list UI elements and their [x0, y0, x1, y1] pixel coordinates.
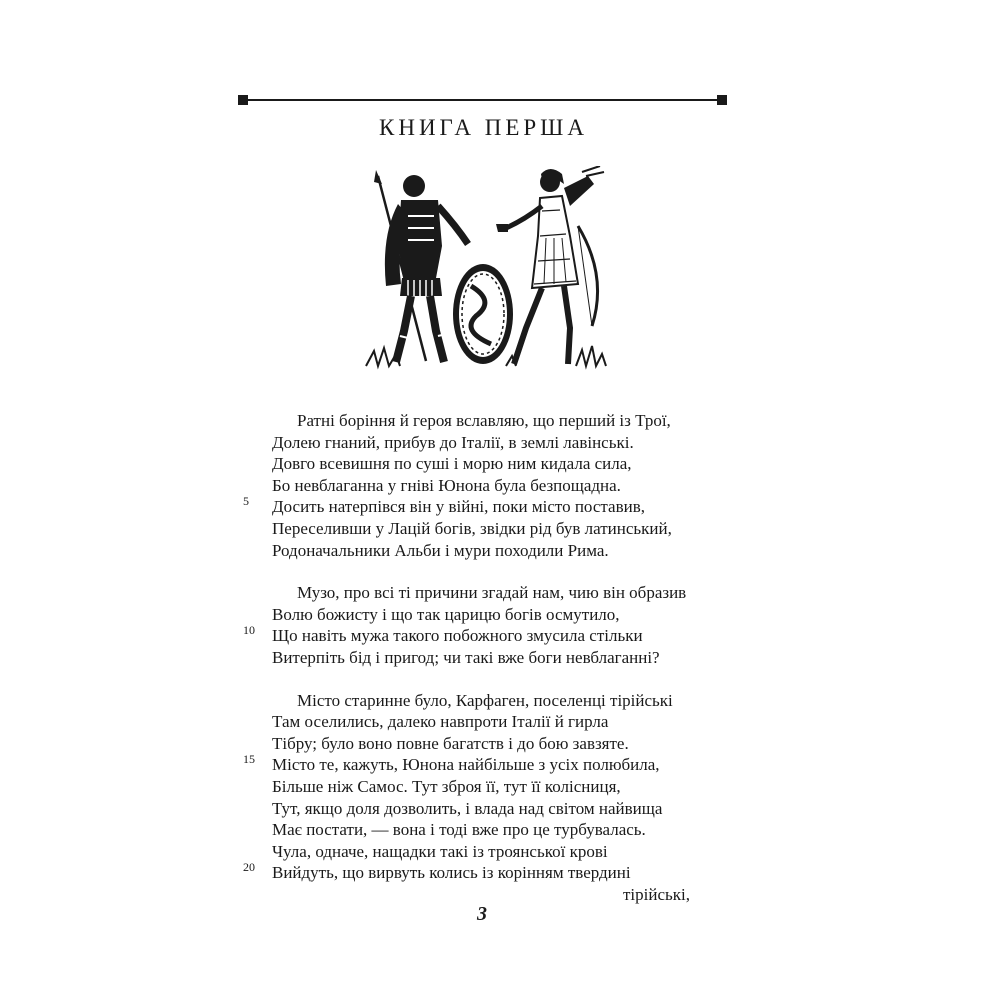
verse-text: Витерпіть бід і пригод; чи такі вже боги невблаганні? — [272, 647, 660, 667]
verse-line — [240, 862, 730, 884]
verse-text: Бо невблаганна у гніві Юнона була безпощадна. — [272, 475, 621, 495]
chapter-title: КНИГА ПЕРША — [379, 115, 588, 140]
verse-line — [240, 711, 730, 733]
stanza — [240, 582, 730, 668]
verse-text: Волю божисту і що так царицю богів осмутило, — [272, 604, 620, 624]
verse-line — [240, 582, 730, 604]
verse-text: Музо, про всі ті причини згадай нам, чию він образив — [297, 583, 687, 603]
verse-line — [240, 625, 730, 647]
verse-text: Там оселились, далеко навпроти Італії й гирла — [272, 712, 609, 732]
verse-line — [240, 496, 730, 518]
verse-line — [240, 841, 730, 863]
line-number: 15 — [243, 752, 255, 767]
verse-line — [240, 432, 730, 454]
stanza — [240, 410, 730, 561]
verse-text: Переселивши у Лацій богів, звідки рід був латинський, — [272, 518, 672, 538]
line-number: 10 — [243, 623, 255, 638]
page-number: 3 — [477, 903, 487, 925]
verse-text: Досить натерпівся він у війні, поки місто поставив, — [272, 497, 645, 517]
verse-line — [240, 604, 730, 626]
verse-line — [240, 647, 730, 669]
verse-text: Місто те, кажуть, Юнона найбільше з усіх полюбила, — [272, 755, 660, 775]
verse-line — [240, 475, 730, 497]
line-number: 20 — [243, 860, 255, 875]
verse-text: Тібру; було воно повне багатств і до бою завзяте. — [272, 733, 629, 753]
verse-line — [240, 690, 730, 712]
verse-text: Що навіть мужа такого побожного змусила стільки — [272, 626, 643, 646]
verse-line — [240, 410, 730, 432]
verse-line — [240, 754, 730, 776]
verse-text: Ратні боріння й героя вславляю, що перший із Трої, — [297, 411, 671, 430]
verse-text: Довго всевишня по суші і морю ним кидала сила, — [272, 454, 632, 474]
verse-text: Більше ніж Самос. Тут зброя її, тут її колісниця, — [272, 776, 621, 796]
verse-text: Має постати, — вона і тоді вже про це турбувалась. — [272, 820, 646, 840]
verse-text: Чула, одначе, нащадки такі із троянської крові — [272, 841, 608, 861]
verse-line — [240, 518, 730, 540]
stanza — [240, 690, 730, 906]
verse-line — [240, 819, 730, 841]
header-rule — [242, 99, 725, 101]
verse-line — [240, 453, 730, 475]
verse-text: Тут, якщо доля дозволить, і влада над світом найвища — [272, 798, 663, 818]
verse-line — [240, 733, 730, 755]
verse-text: Вийдуть, що вирвуть колись із корінням твердині — [272, 863, 631, 883]
verse-text: Родоначальники Альби і мури походили Рима. — [272, 540, 609, 560]
rule-ornament-left — [238, 95, 248, 105]
verse-line — [240, 776, 730, 798]
verse-text: Долею гнаний, прибув до Італії, в землі лавінські. — [272, 432, 634, 452]
verse-text: Місто старинне було, Карфаген, поселенці тірійські — [297, 690, 673, 710]
verse-text: тірійські, — [622, 884, 690, 904]
poem-text — [240, 410, 730, 926]
rule-ornament-right — [717, 95, 727, 105]
warrior-and-goddess-illustration — [356, 166, 611, 373]
verse-line — [240, 540, 730, 562]
line-number: 5 — [243, 494, 249, 509]
verse-line — [240, 798, 730, 820]
